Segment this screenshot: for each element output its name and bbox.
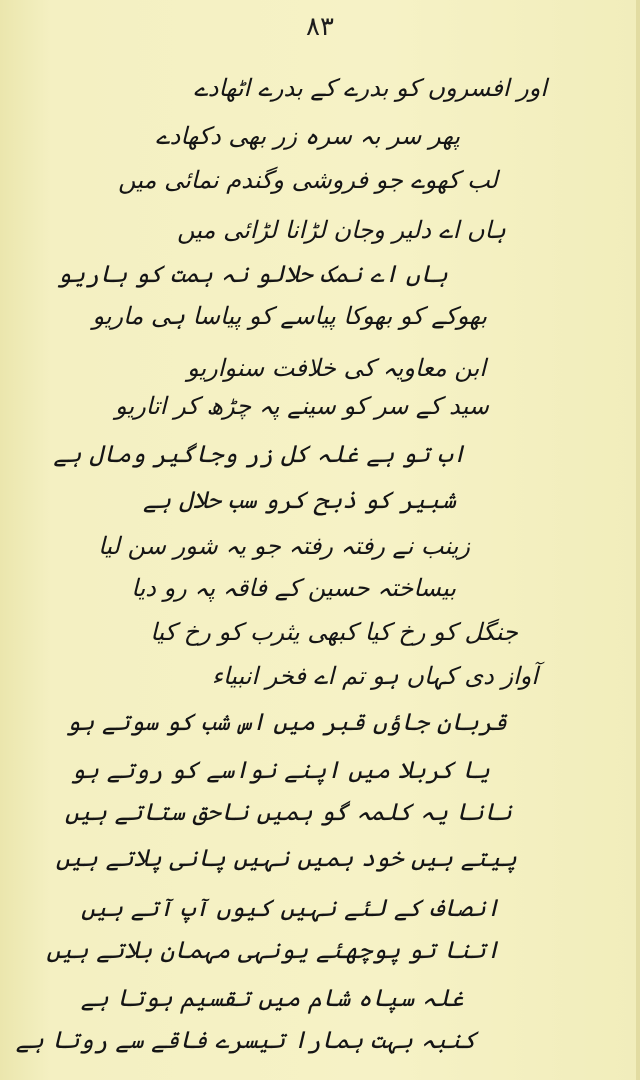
verse-line-10: شبیر کو ذبح کرو سب حلال ہے <box>143 486 456 514</box>
page-edge <box>636 0 640 1080</box>
verse-line-19: انصاف کے لئے نہیں کیوں آپ آتے ہیں <box>80 894 500 922</box>
verse-line-15: قربان جاؤں قبر میں اس شب کو سوتے ہو <box>66 708 507 736</box>
verse-line-12: بیساختہ حسین کے فاقہ پہ رو دیا <box>131 574 456 602</box>
verse-line-13: جنگل کو رخ کیا کبھی یثرب کو رخ کیا <box>150 618 518 646</box>
verse-line-7: ابن معاویہ کی خلافت سنواریو <box>187 354 486 382</box>
verse-line-6: بھوکے کو بھوکا پیاسے کو پیاسا ہی ماریو <box>92 302 487 330</box>
verse-line-17: نانا یہ کلمہ گو ہمیں ناحق ستاتے ہیں <box>64 798 512 826</box>
verse-line-16: یا کربلا میں اپنے نواسے کو روتے ہو <box>70 756 490 784</box>
verse-line-18: پیتے ہیں خود ہمیں نہیں پانی پلاتے ہیں <box>55 844 517 872</box>
verse-line-22: کنبہ بہت ہمارا تیسرے فاقے سے روتا ہے <box>15 1026 477 1054</box>
verse-line-9: اب تو ہے غلہ کل زر وجاگیر ومال ہے <box>53 440 466 468</box>
verse-line-2: پھر سر بہ سرہ زر بھی دکھادے <box>155 122 460 150</box>
verse-line-11: زینب نے رفتہ رفتہ جو یہ شور سن لیا <box>98 532 470 560</box>
page-number: ۸۳ <box>306 12 334 42</box>
verse-line-21: غلہ سپاہ شام میں تقسیم ہوتا ہے <box>80 984 464 1012</box>
verse-line-3: لب کھوے جو فروشی وگندم نمائی میں <box>118 166 498 194</box>
verse-line-1: اور افسروں کو بدرے کے بدرے اٹھادے <box>193 74 547 102</box>
verse-line-8: سید کے سر کو سینے پہ چڑھ کر اتاریو <box>115 392 489 420</box>
verse-line-20: اتنا تو پوچھئے یونہی مہمان بلاتے ہیں <box>46 936 500 964</box>
verse-line-14: آواز دی کہاں ہو تم اے فخر انبیاء <box>211 662 538 690</box>
verse-line-4: ہاں اے دلیر وجان لڑانا لڑائی میں <box>177 216 506 244</box>
verse-line-5: ہاں اے نمک حلالو نہ ہمت کو ہاریو <box>57 260 448 288</box>
